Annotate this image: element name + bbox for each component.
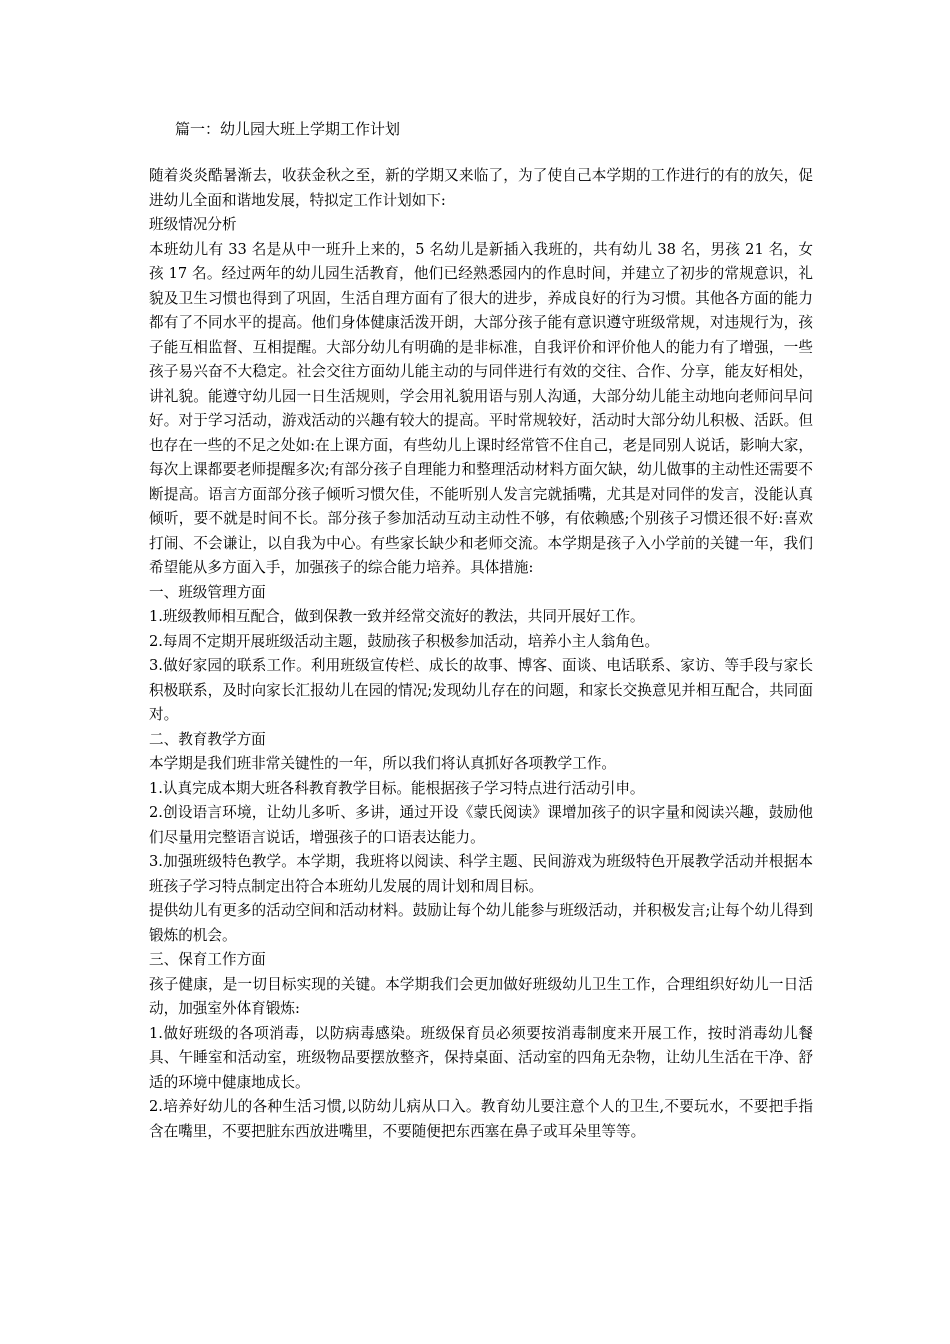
list-item: 3.做好家园的联系工作。利用班级宣传栏、成长的故事、博客、面谈、电话联系、家访、等手段与家长积极联系，及时向家长汇报幼儿在园的情况;发现幼儿存在的问题，和家长交换意见并相互配合，共同面对。 <box>149 657 813 723</box>
list-item: 1.做好班级的各项消毒，以防病毒感染。班级保育员必须要按消毒制度来开展工作，按时消毒幼儿餐具、午睡室和活动室，班级物品要摆放整齐，保持桌面、活动室的四角无杂物，让幼儿生活在干净、舒适的环境中健康地成长。 <box>149 1024 813 1091</box>
section-heading-care: 三、保育工作方面 <box>149 951 266 968</box>
class-analysis-paragraph: 本班幼儿有 33 名是从中一班升上来的，5 名幼儿是新插入我班的，共有幼儿 38 名，男孩 21 名，女孩 17 名。经过两年的幼儿园生活教育，他们已经熟悉园内的作息时间，并建立了初步的常规意识，礼貌及卫生习惯也得到了巩固，生活自理方面有了很大的进步，养成良好的行为习惯。其他各方面的能力都有了不同水平的提高。他们身体健康活泼开朗，大部分孩子能有意识遵守班级常规，对违规行为，孩子能互相监督、互相提醒。大部分幼儿有明确的是非标准，自我评价和评价他人的能力有了增强，一些孩子易兴奋不大稳定。社会交往方面幼儿能主动的与同伴进行有效的交往、合作、分享，能友好相处，讲礼貌。能遵守幼儿园一日生活规则，学会用礼貌用语与别人沟通，大部分幼儿能主动地向老师问早问好。对于学习活动，游戏活动的兴趣有较大的提高。平时常规较好，活动时大部分幼儿积极、活跃。但也存在一些的不足之处如:在上课方面，有些幼儿上课时经常管不住自己，老是同别人说话，影响大家，每次上课都要老师提醒多次;有部分孩子自理能力和整理活动材料方面欠缺，幼儿做事的主动性还需要不断提高。语言方面部分孩子倾听习惯欠佳，不能听别人发言完就插嘴，尤其是对同伴的发言，没能认真倾听，要不就是时间不长。部分孩子参加活动互动主动性不够，有依赖感;个别孩子习惯还很不好:喜欢打闹、不会谦让，以自我为中心。有些家长缺少和老师交流。本学期是孩子入小学前的关键一年，我们希望能从多方面入手，加强孩子的综合能力培养。具体措施: <box>149 240 813 576</box>
list-item: 1.认真完成本期大班各科教育教学目标。能根据孩子学习特点进行活动引申。 <box>149 779 645 797</box>
list-item: 2.培养好幼儿的各种生活习惯,以防幼儿病从口入。教育幼儿要注意个人的卫生,不要玩水，不要把手指含在嘴里，不要把脏东西放进嘴里，不要随便把东西塞在鼻子或耳朵里等等。 <box>149 1098 813 1140</box>
care-intro-paragraph: 孩子健康，是一切目标实现的关键。本学期我们会更加做好班级幼儿卫生工作，合理组织好幼儿一日活动，加强室外体育锻炼: <box>149 975 813 1017</box>
list-item: 2.创设语言环境，让幼儿多听、多讲，通过开设《蒙氏阅读》课增加孩子的识字量和阅读兴趣，鼓励他们尽量用完整语言说话，增强孩子的口语表达能力。 <box>149 804 813 846</box>
section-heading-class-analysis: 班级情况分析 <box>149 216 237 233</box>
teaching-extra-paragraph: 提供幼儿有更多的活动空间和活动材料。鼓励让每个幼儿能参与班级活动，并积极发言;让每个幼儿得到锻炼的机会。 <box>149 902 813 944</box>
list-item: 3.加强班级特色教学。本学期，我班将以阅读、科学主题、民间游戏为班级特色开展教学活动并根据本班孩子学习特点制定出符合本班幼儿发展的周计划和周目标。 <box>149 853 813 895</box>
document-title: 篇一：幼儿园大班上学期工作计划 <box>175 120 401 138</box>
document-body <box>145 164 813 1144</box>
teaching-intro-paragraph: 本学期是我们班非常关键性的一年，所以我们将认真抓好各项教学工作。 <box>149 755 617 772</box>
section-heading-class-management: 一、班级管理方面 <box>149 583 266 601</box>
list-item: 2.每周不定期开展班级活动主题，鼓励孩子积极参加活动，培养小主人翁角色。 <box>149 632 660 650</box>
intro-paragraph: 随着炎炎酷暑渐去，收获金秋之至，新的学期又来临了，为了使自己本学期的工作进行的有的放矢，促进幼儿全面和谐地发展，特拟定工作计划如下: <box>149 167 813 209</box>
section-heading-teaching: 二、教育教学方面 <box>149 730 266 748</box>
list-item: 1.班级教师相互配合，做到保教一致并经常交流好的教法，共同开展好工作。 <box>149 608 645 625</box>
